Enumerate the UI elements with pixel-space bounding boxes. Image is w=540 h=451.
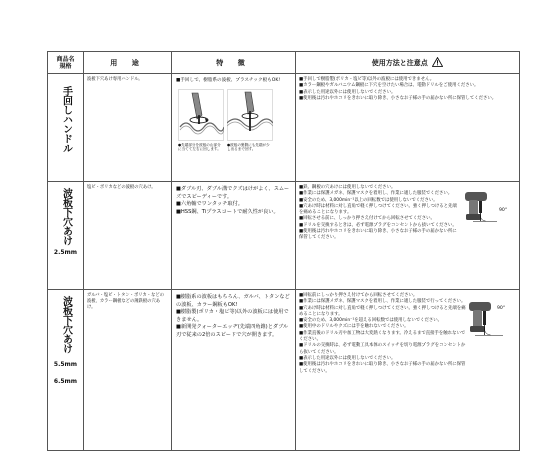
header-caution-cell bbox=[296, 52, 520, 74]
feature-item: ■手回しで、樹脂系の波板、プラスチック板もOK! bbox=[176, 78, 281, 83]
caution-item: ■使用中のドリルやクズには手を触れないでください。 bbox=[299, 324, 409, 330]
product-name: 波板下穴あけ bbox=[60, 296, 72, 353]
feature-item: ■新開発クォーターエッヂ(先端四角錐)とダブル刃で従来の2倍のスピードで穴が開きます。 bbox=[176, 324, 289, 338]
caution-item: ■安全のため、3,000min⁻¹を超える回転数では使用しないでください。 bbox=[299, 318, 443, 324]
caution-item: ■穴あけ時は材料に対し直角で軽く押しつけてください。強く押しつけると先端を痛めることになります。 bbox=[299, 203, 457, 216]
product-size: 5.5mm bbox=[53, 361, 78, 368]
purpose-text: ガルバ・塩ビ・トタン・ポリカ・などの波板、カラー鋼板などの薄鉄板の穴あけ。 bbox=[87, 293, 164, 310]
feature-item: ■HSS鋼、Tiプラスコートで耐久性が良い。 bbox=[176, 208, 279, 215]
product-cell bbox=[48, 182, 84, 290]
purpose-cell bbox=[84, 290, 172, 451]
caution-item: ■回転前にしっかり押さえ付けてから回転させてください。 bbox=[299, 293, 418, 298]
drill-angle-illustration bbox=[463, 186, 513, 227]
purpose-cell bbox=[84, 182, 172, 290]
product-cell bbox=[48, 74, 84, 182]
features-cell bbox=[172, 182, 296, 290]
caution-item: ■カラー鋼板やガルバニウム鋼板に下穴を空けたい場合は、電動ドリルをご使用ください。 bbox=[299, 83, 479, 89]
header-row bbox=[48, 52, 520, 74]
caution-item: ■穴あけ時は材料に対し直角で軽く押しつけてください。強く押しつけると先端を痛めることになります。 bbox=[299, 305, 466, 317]
caution-item: ■使用後は汚れやホコリをきれいに取り除き、小さなお子様の手の届かない所に保管してください。 bbox=[299, 95, 497, 101]
product-name: 手回しハンドル bbox=[60, 86, 72, 153]
header-features: 特 徴 bbox=[172, 52, 296, 74]
features-cell bbox=[172, 74, 296, 182]
caution-item: ■表示した用途以外には使用しないでください。 bbox=[299, 89, 396, 95]
caution-item: ■作業には保護メガネ、保護マスクを着用し、作業に適した服装でください。 bbox=[299, 191, 453, 197]
feature-item: ■樹脂系の波板はもちろん、ガルバ、トタンなどの波板、カラー鋼板もOK! bbox=[176, 294, 290, 308]
caution-cell bbox=[296, 290, 520, 451]
header-caution: 使用方法と注意点 bbox=[371, 58, 428, 67]
hand-crank-underside-illustration-icon bbox=[227, 89, 273, 141]
illustration-caption: ●波板の裏側にも先端が少し出るまで回す。 bbox=[227, 142, 270, 151]
illustration-caption: ●先端部分を波板の山部分に当てて左右に回します。 bbox=[178, 142, 221, 151]
caution-item: ■ドリルの交換時は、必ず電動工具本体のスイッチを切り電源プラグをコンセントから抜いてください。 bbox=[299, 343, 466, 355]
caution-cell bbox=[296, 182, 520, 290]
table-row bbox=[48, 290, 520, 451]
power-drill-icon bbox=[463, 186, 513, 224]
purpose-cell bbox=[84, 74, 172, 182]
caution-item: ■ドリルを交換するときは、必ず電源プラグをコンセントから抜いてください。 bbox=[299, 222, 457, 228]
product-spec-table-container bbox=[47, 51, 519, 450]
angle-label: 90° bbox=[497, 306, 506, 311]
hand-crank-illustration-icon bbox=[178, 89, 224, 141]
table-row bbox=[48, 182, 520, 290]
purpose-text: 波板下穴あけ専用ハンドル。 bbox=[87, 77, 143, 82]
caution-item: ■手回しで樹脂製(ポリカ・塩ビ等)以外の波板には使用できません。 bbox=[299, 77, 435, 82]
caution-item: ■鉄、鋼板の穴あけには使用しないでください。 bbox=[299, 185, 396, 190]
angle-label: 90° bbox=[499, 208, 508, 213]
caution-item: ■作業には保護メガネ、保護マスクを着用し、作業に適した服装で行ってください。 bbox=[299, 299, 466, 305]
table-row bbox=[48, 74, 520, 182]
product-spec-table bbox=[47, 51, 520, 451]
features-cell bbox=[172, 290, 296, 451]
purpose-text: 塩ビ・ポリカなどの波板の穴あけ。 bbox=[87, 185, 156, 190]
caution-item: ■使用後は汚れやホコリをきれいに取り除き、小さなお子様の手の届かない所に保管してください。 bbox=[299, 362, 466, 374]
drill-angle-illustration bbox=[467, 296, 513, 341]
caution-item: ■表示した用途以外には使用しないでください。 bbox=[299, 355, 396, 361]
caution-item: ■作業直後のドリル刃や加工物は大変熱くなります。冷えるまで直接手を触れないでください。 bbox=[299, 330, 466, 343]
illustration-right bbox=[227, 89, 273, 152]
product-name: 波板下穴あけ bbox=[60, 188, 72, 245]
product-cell bbox=[48, 290, 84, 451]
caution-item: ■使用後は汚れやホコリをきれいに取り除き、小さなお子様の手の届かない所に保管してください。 bbox=[299, 229, 457, 241]
feature-item: ■ダブル刃、ダブル溝でクズはけがよく、スムーズでスピーディーです。 bbox=[176, 186, 290, 200]
header-product-name: 商品名 規格 bbox=[48, 52, 84, 74]
product-size: 6.5mm bbox=[53, 378, 78, 385]
illustration-left bbox=[178, 89, 224, 152]
caution-item: ■安全のため、3,000min⁻¹以上の回転数では使用しないでください。 bbox=[299, 197, 438, 203]
feature-item: ■六角軸でワンタッチ取付。 bbox=[176, 201, 243, 208]
power-drill-icon bbox=[467, 296, 513, 338]
caution-item: ■回転させる前に、しっかり押さえ付けてから回転させてください。 bbox=[299, 216, 435, 222]
usage-illustrations bbox=[172, 89, 295, 152]
header-purpose: 用 途 bbox=[84, 52, 172, 74]
product-size: 2.5mm bbox=[53, 249, 78, 256]
warning-triangle-icon bbox=[432, 57, 443, 69]
caution-cell bbox=[296, 74, 520, 182]
feature-item: ■樹脂製(ポリカ・塩ビ等)以外の波板には使用できません。 bbox=[176, 309, 289, 323]
